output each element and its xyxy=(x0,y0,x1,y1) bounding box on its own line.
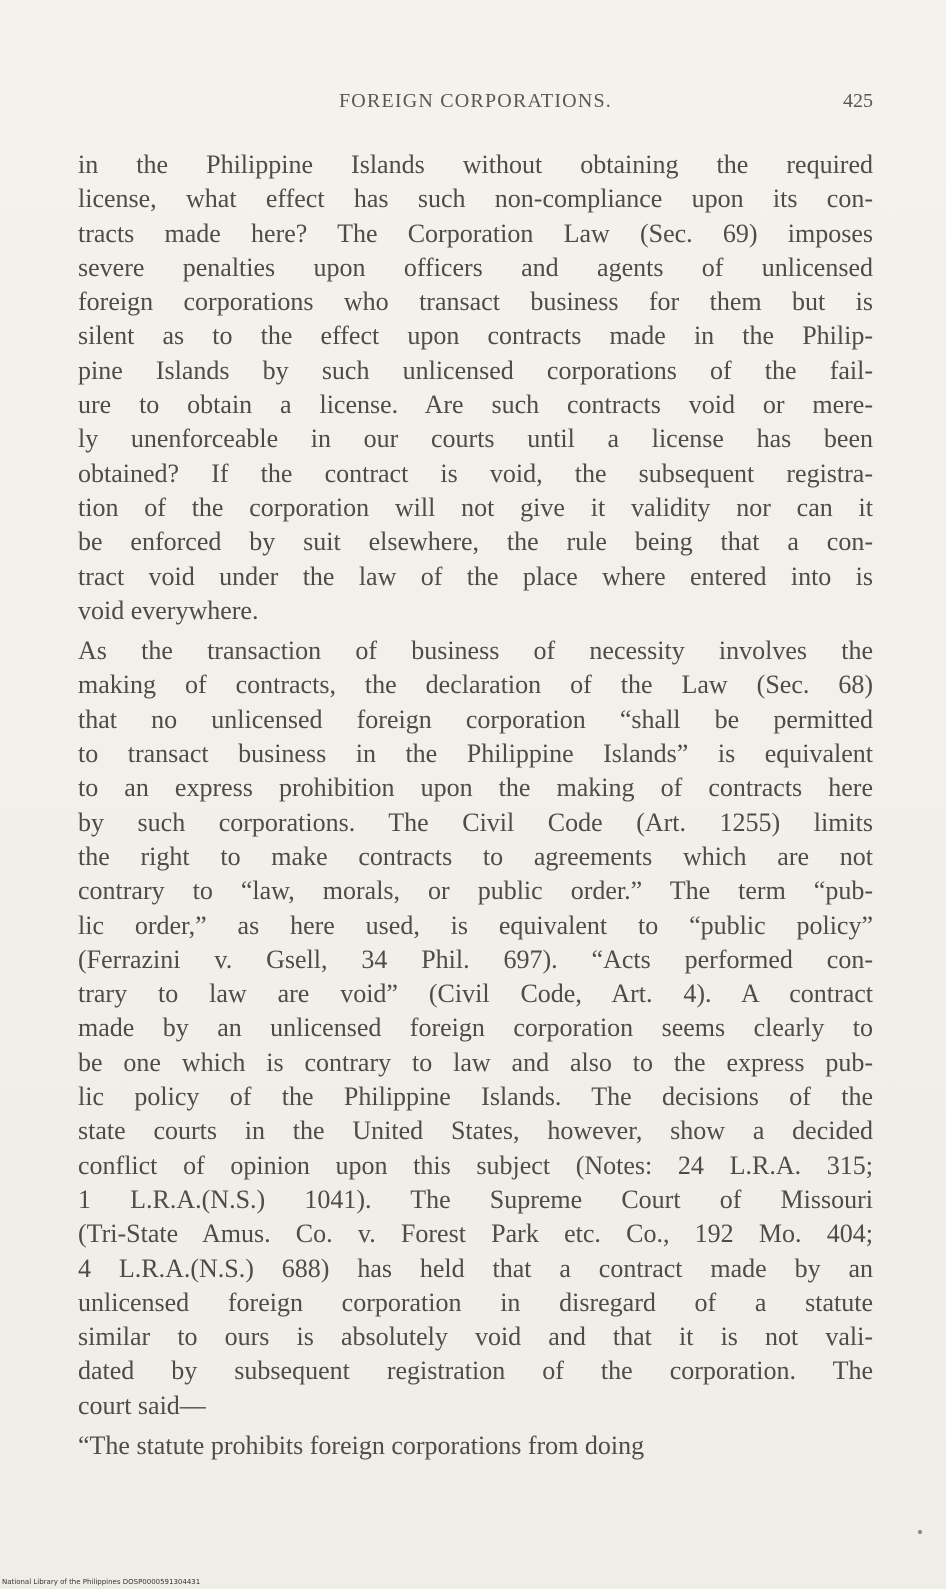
text-line: the right to make contracts to agreements which are not xyxy=(78,841,873,871)
text-line: (Ferrazini v. Gsell, 34 Phil. 697). “Acts performed con- xyxy=(78,944,873,974)
text-line: foreign corporations who transact business for them but is xyxy=(78,287,873,317)
text-line: lic order,” as here used, is equivalent to “public policy” xyxy=(78,910,873,940)
text-line: lic policy of the Philippine Islands. The decisions of the xyxy=(78,1082,873,1112)
text-line: silent as to the effect upon contracts made in the Philip- xyxy=(78,321,873,351)
text-line: be enforced by suit elsewhere, the rule being that a con- xyxy=(78,527,873,557)
text-line: making of contracts, the declaration of the Law (Sec. 68) xyxy=(78,670,873,700)
paragraph xyxy=(78,148,873,628)
text-line: conflict of opinion upon this subject (Notes: 24 L.R.A. 315; xyxy=(78,1150,873,1180)
text-line: pine Islands by such unlicensed corporations of the fail- xyxy=(78,355,873,385)
text-line: contrary to “law, morals, or public order.” The term “pub- xyxy=(78,876,873,906)
text-line: 1 L.R.A.(N.S.) 1041). The Supreme Court of Missouri xyxy=(78,1184,873,1214)
paragraph xyxy=(78,634,873,1423)
footer-stamp: National Library of the Philippines DOSP0000591304431 xyxy=(2,1578,201,1586)
running-head xyxy=(78,90,873,120)
text-line: tracts made here? The Corporation Law (Sec. 69) imposes xyxy=(78,218,873,248)
text-line: 4 L.R.A.(N.S.) 688) has held that a contract made by an xyxy=(78,1253,873,1283)
text-line: state courts in the United States, however, show a decided xyxy=(78,1116,873,1146)
text-line: ly unenforceable in our courts until a license has been xyxy=(78,424,873,454)
body-text xyxy=(78,148,873,1463)
text-line: obtained? If the contract is void, the subsequent registra- xyxy=(78,458,873,488)
text-line: license, what effect has such non-compliance upon its con- xyxy=(78,184,873,214)
text-line: similar to ours is absolutely void and that it is not vali- xyxy=(78,1322,873,1352)
text-line: dated by subsequent registration of the corporation. The xyxy=(78,1356,873,1386)
text-line: “The statute prohibits foreign corporations from doing xyxy=(78,1430,645,1460)
paragraph xyxy=(78,1429,873,1463)
text-line: severe penalties upon officers and agents of unlicensed xyxy=(78,252,873,282)
text-line: by such corporations. The Civil Code (Art. 1255) limits xyxy=(78,807,873,837)
running-title: FOREIGN CORPORATIONS. xyxy=(338,90,612,112)
text-line: made by an unlicensed foreign corporation seems clearly to xyxy=(78,1013,873,1043)
text-line: that no unlicensed foreign corporation “shall be permitted xyxy=(78,704,873,734)
text-line: trary to law are void” (Civil Code, Art. 4). A contract xyxy=(78,979,873,1009)
page-number: 425 xyxy=(843,90,873,112)
text-line: (Tri-State Amus. Co. v. Forest Park etc. Co., 192 Mo. 404; xyxy=(78,1219,873,1249)
text-line: in the Philippine Islands without obtaining the required xyxy=(78,150,873,179)
text-line: tion of the corporation will not give it validity nor can it xyxy=(78,492,873,522)
text-line: be one which is contrary to law and also to the express pub- xyxy=(78,1047,873,1077)
text-line: void everywhere. xyxy=(78,595,259,625)
text-line: to an express prohibition upon the making of contracts here xyxy=(78,773,873,803)
text-line: to transact business in the Philippine Islands” is equivalent xyxy=(78,739,873,769)
scan-speck xyxy=(918,1530,922,1534)
text-line: As the transaction of business of necessity involves the xyxy=(78,636,873,666)
text-line: tract void under the law of the place where entered into is xyxy=(78,561,873,591)
text-line: unlicensed foreign corporation in disregard of a statute xyxy=(78,1287,873,1317)
text-line: court said— xyxy=(78,1390,206,1420)
text-line: ure to obtain a license. Are such contracts void or mere- xyxy=(78,390,873,420)
